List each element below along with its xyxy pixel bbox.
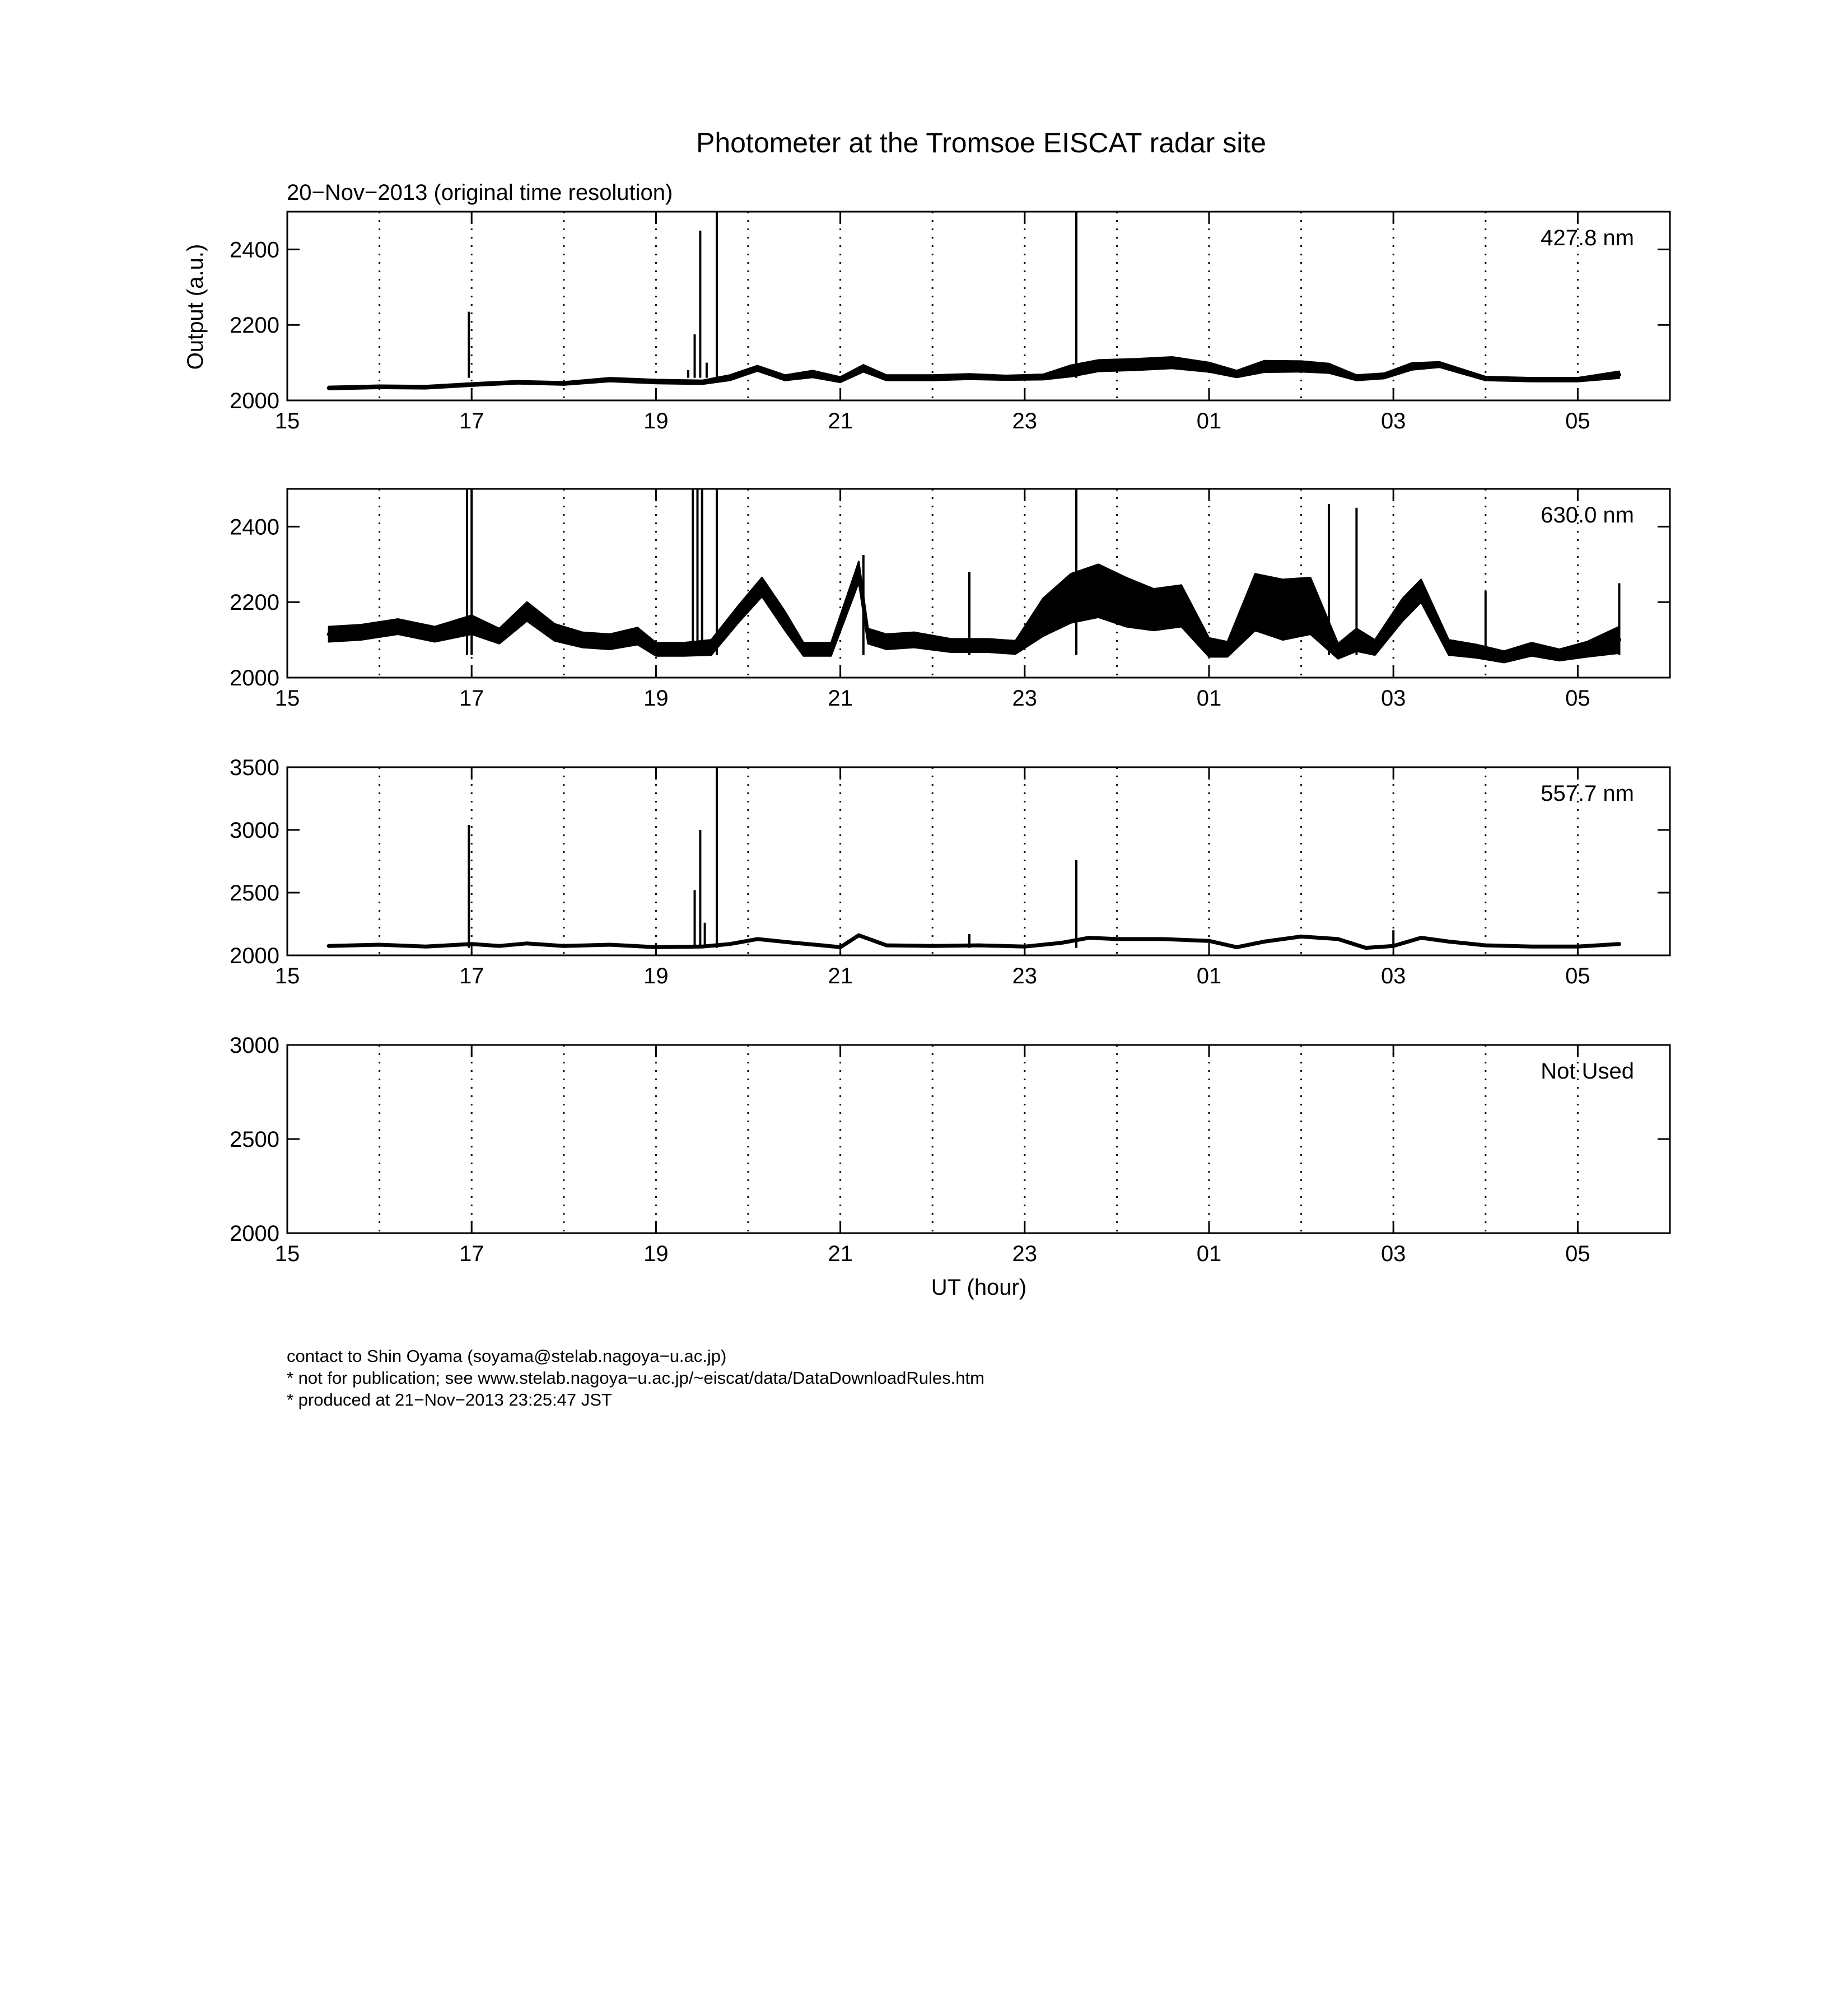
- footer-produced: * produced at 21−Nov−2013 23:25:47 JST: [287, 1390, 612, 1410]
- series-line: [329, 935, 1619, 948]
- x-tick-label: 03: [1380, 964, 1406, 988]
- x-tick-label: 01: [1196, 1242, 1222, 1266]
- y-tick-label: 2000: [230, 389, 279, 413]
- y-tick-label: 2200: [230, 313, 279, 338]
- y-tick-label: 2000: [230, 944, 279, 968]
- x-tick-label: 03: [1380, 409, 1406, 433]
- x-tick-label: 21: [828, 1242, 853, 1266]
- footer-contact: contact to Shin Oyama (soyama@stelab.nagoya−u.ac.jp): [287, 1346, 727, 1366]
- x-tick-label: 01: [1196, 686, 1222, 711]
- photometer-panels: [230, 212, 1670, 1266]
- figure-subtitle: 20−Nov−2013 (original time resolution): [287, 180, 673, 205]
- x-tick-label: 17: [459, 409, 484, 433]
- x-axis-label: UT (hour): [931, 1275, 1027, 1300]
- axes-box: [287, 1045, 1670, 1233]
- y-tick-label: 2400: [230, 237, 279, 263]
- x-tick-label: 17: [459, 964, 484, 988]
- y-tick-label: 2500: [230, 881, 279, 906]
- x-tick-label: 05: [1565, 1242, 1590, 1266]
- x-tick-label: 19: [643, 964, 669, 988]
- y-axis-label: Output (a.u.): [183, 244, 208, 370]
- x-tick-label: 15: [274, 964, 300, 988]
- axes-box: [287, 767, 1670, 955]
- x-tick-label: 23: [1012, 409, 1038, 433]
- x-tick-label: 23: [1012, 964, 1038, 988]
- x-tick-label: 05: [1565, 409, 1590, 433]
- panel-1: [230, 212, 1670, 433]
- y-tick-label: 3000: [230, 1033, 279, 1058]
- x-tick-label: 03: [1380, 1242, 1406, 1266]
- footer-notice: * not for publication; see www.stelab.nagoya−u.ac.jp/~eiscat/data/DataDownloadRules.htm: [287, 1368, 984, 1388]
- y-tick-label: 2400: [230, 515, 279, 540]
- series-band: [329, 357, 1619, 390]
- x-tick-label: 21: [828, 409, 853, 433]
- x-tick-label: 15: [274, 409, 300, 433]
- panel-4: [230, 1033, 1670, 1266]
- x-tick-label: 15: [274, 686, 300, 711]
- x-tick-label: 05: [1565, 964, 1590, 988]
- series-line: [329, 572, 1619, 657]
- y-tick-label: 2000: [230, 1221, 279, 1246]
- y-tick-label: 3500: [230, 755, 279, 780]
- x-tick-label: 05: [1565, 686, 1590, 711]
- x-tick-label: 03: [1380, 686, 1406, 711]
- x-tick-label: 01: [1196, 409, 1222, 433]
- x-tick-label: 23: [1012, 686, 1038, 711]
- x-tick-label: 17: [459, 686, 484, 711]
- x-tick-label: 19: [643, 409, 669, 433]
- x-tick-label: 19: [643, 686, 669, 711]
- panel-2: [230, 489, 1670, 711]
- x-tick-label: 15: [274, 1242, 300, 1266]
- panel-3: [230, 755, 1670, 988]
- x-tick-label: 17: [459, 1242, 484, 1266]
- y-tick-label: 3000: [230, 818, 279, 843]
- y-tick-label: 2000: [230, 666, 279, 690]
- y-tick-label: 2200: [230, 590, 279, 615]
- footer-notes: [287, 1345, 984, 1411]
- figure-title: Photometer at the Tromsoe EISCAT radar site: [696, 127, 1267, 158]
- panel-label: Not Used: [1541, 1059, 1634, 1084]
- y-tick-label: 2500: [230, 1127, 279, 1152]
- series-line: [329, 363, 1619, 388]
- panel-label: 427.8 nm: [1541, 226, 1634, 250]
- panel-label: 557.7 nm: [1541, 781, 1634, 806]
- x-tick-label: 23: [1012, 1242, 1038, 1266]
- x-tick-label: 01: [1196, 964, 1222, 988]
- panel-label: 630.0 nm: [1541, 503, 1634, 528]
- x-tick-label: 19: [643, 1242, 669, 1266]
- x-tick-label: 21: [828, 964, 853, 988]
- x-tick-label: 21: [828, 686, 853, 711]
